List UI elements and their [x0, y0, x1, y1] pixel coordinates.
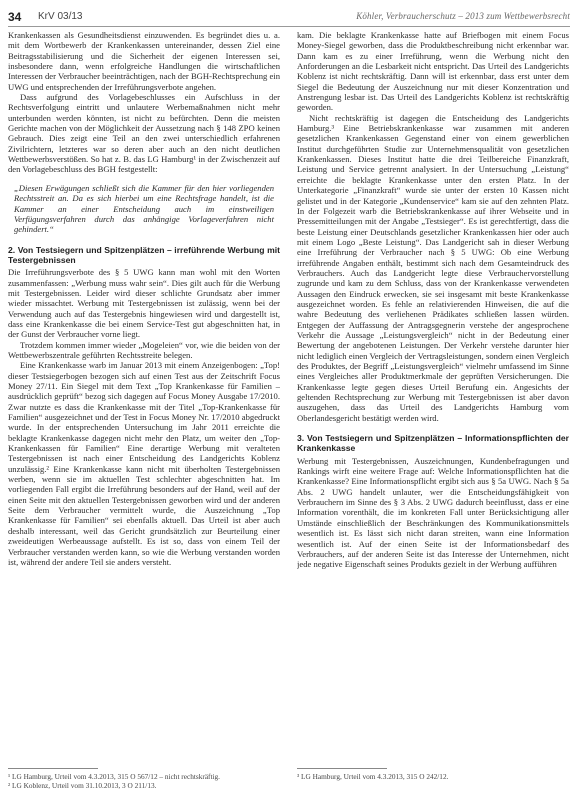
left-footnote-rule [8, 768, 98, 769]
journal-issue: KrV 03/13 [38, 11, 83, 22]
header-rule [8, 26, 570, 27]
right-paragraph-2: Nicht rechtskräftig ist dagegen die Entscheidung des Landgerichts Hamburg.³ Eine Betriebskrankenkasse war zusammen mit anderen gesetzlichen Krankenkassen Gegenstand einer von einem gewerblichen Institut durchgeführten Studie zur Unternehmensqualität von gesetzlichen Krankenkassen. Dieses Institut hatte die drei Teilbereiche Finanzkraft, Leistung und Service getrennt analysiert. In der Untersuchung „Leistung“ erreichte die beklagte Krankenkasse unter den ersten Platz. In der Unterkategorie „Finanzkraft“ wurde sie unter der ersten 10 Kassen nicht gelistet und in der Kategorie „Kundenservice“ kam sie auf den zehnten Platz. In der Folgezeit warb die Betriebskrankenkasse auf ihrer Webseite und in Pressemitteilungen mit der Angabe „Testsieger“. Es ist gerechtfertigt, dass die beste Leistung einer Deutschlands gesetzlicher Krankenkassen hier oder auch mit einem Logo „Beste Leistung“. Das Landgericht sah in dieser Werbung eine Irreführung der Verbraucher nach § 5 UWG: Ob eine Werbung irreführende Angaben enthält, bestimmt sich nach dem Gesamteindruck des Verbrauchers. Auch das Landgericht legte diese Verbrauchervorstellung zugrunde und kam zu dem Schluss, dass von der Krankenkasse verwendeten Aussagen den Eindruck erwecken, sie sei insgesamt mit beste Krankenkasse ausgezeichnet worden. Es fehle an relativierenden Hinweisen, die auf die wahre Bedeutung des verliehenen Prädikates schließen lassen würden. Entgegen der Auffassung der Antragsgegnerin verstehe der angesprochene Verkehr die Aussage „Leistungsvergleich“ nicht in der Bedeutung einer Bewertung der angebotenen Leistungen. Der Verkehr verstehe darunter hier nicht lediglich einen Vergleich der Vertragsleistungen, sondern einen Vergleich des Produktes, der Begriff „Leistungsvergleich“ vielmehr umfassend im Sinne eines Vergleiches aller Produktmerkmale der geprüften Versicherungen. Die Krankenkasse legte gegen dieses Urteil Berufung ein. Angesichts der geltenden Rechtsprechung zur Werbung mit Testergebnissen ist aber davon auszugehen, dass das Urteil des Landgerichts Hamburg vom Oberlandesgericht bestätigt werden wird. [297, 112, 569, 423]
left-paragraph-3: Die Irreführungsverbote des § 5 UWG kann man wohl mit den Worten zusammenfassen: „Werbung muss wahr sein“. Dies gilt auch für die Werbung mit Testergebnissen. Leider wird dieser schlichte Grundsatz aber immer wieder missachtet. Werbung mit Testergebnissen ist zulässig, wenn bei der Verwendung auch auf das Testergebnis hingewiesen wird und dargestellt ist, dass eine Krankenkasse die bei einem Service-Test gut abgeschnitten hat, in der Gunst der Verbraucher vorne liegt. [8, 267, 280, 340]
page-header [8, 4, 570, 26]
left-paragraph-1: Krankenkassen als Gesundheitsdienst einzuwenden. Es begründet dies u. a. mit dem Wortbewerb der Krankenkassen untereinander, dessen Ziel eine Beitragsstabilisierung und die Sicherheit der eigenen Interessen sei, insbesondere dann, wenn erfolgreiche Handlungen die wirtschaftlichen Interessen der Verbraucher beeinträchtigen, nach der BGH-Rechtsprechung ein UWG und entsprechenden der Irreführungsverbote angehen. [8, 30, 280, 92]
section-heading-3: 3. Von Testsiegern und Spitzenplätzen – Informationspflichten der Krankenkasse [297, 433, 569, 454]
right-paragraph-1: kam. Die beklagte Krankenkasse hatte auf Briefbogen mit einem Focus Money-Siegel geworben, dass die Produktbeschreibung nicht erkennbar war. Dann kam es zu einer Irreführung, wenn die Werbung nicht den Anforderungen an die Lesbarkeit nicht entspricht. Das Urteil des Landgerichts Koblenz ist nicht rechtskräftig. Dann will ist erkennbar, dass erst unter dem Siegel die Bedeutung der Auszeichnung nur mit dieser Konzentration und Anstrengung lesbar ist. Das Urteil des Landgerichts Koblenz ist rechtskräftig geworden. [297, 30, 569, 113]
footnote-2: ² LG Koblenz, Urteil vom 31.10.2013, 3 O 211/13. [8, 781, 157, 790]
left-paragraph-2: Dass aufgrund des Vorlagebeschlusses ein Aufschluss in der Rechtsverfolgung eintritt und unlautere Werbemaßnahmen nicht mehr unterbunden werden könnten, ist nicht zu befürchten. Denn die meisten Gerichte machen von der Möglichkeit der Aussetzung nach § 148 ZPO keinen Gebrauch. Dies zeigt eine Teil an den zwei unterschiedlich erfahrenen Zivilrichtern, letzteres war so deren aber auch an den nicht deutlichen Wettbewerbsverstößen. So hat z. B. das LG Hamburg¹ in der Zwischenzeit auf den Vorlagebeschluss des BGH festgestellt: [8, 92, 280, 175]
court-quote: „Diesen Erwägungen schließt sich die Kammer für den hier vorliegenden Rechtsstreit an. Da es sich hierbei um eine Rechtsfrage handelt, ist die Kammer an einer Entscheidung auch im einstweiligen Verfügungsverfahren durch das anhängige Vorlageverfahren nicht gehindert.“ [14, 182, 274, 235]
section-heading-2: 2. Von Testsiegern und Spitzenplätzen – irreführende Werbung mit Testergebnissen [8, 244, 280, 265]
left-paragraph-5: Eine Krankenkasse warb im Januar 2013 mit einem Anzeigenbogen: „Top! dieser Testsiegerbogen bezogen sich auf einen Test aus der Zeitschrift Focus Money 27/11. Ein Siegel mit dem Text „Top Krankenkasse für Familien – ausdrücklich geprüft“ bezog sich dagegen auf Focus Money Ausgabe 17/2010. Zwar nutzte es dass die Krankenkasse mit der Titel „Top-Krankenkasse für Familien“ ausgezeichnet und der Test in Focus Money Nr. 17/2010 abgedruckt wurde. In der entsprechenden Untersuchung im Jahr 2011 erreichte die beklagte Krankenkasse dagegen nicht mehr den Platz, um weiter den „Top-Krankenkassen für Familien“ Eine derartige Werbung mit veralteten Testergebnissen ist nach einer Entscheidung des Landgerichts Koblenz unzulässig.² Eine Krankenkasse kann nicht mit überholten Testergebnissen werben, wenn sie im aktuellen Test schlechter abgeschnitten hat. Im vorliegenden Fall ergibt die Irreführung besonders auf der Hand, weil auf der einen Seite mit den aktuellen Testergebnissen geworben wird und der anderen Seite dem Verbraucher vermittelt wurde, die Auszeichnung „Top Krankenkasse für Familien“ sei ebenfalls aktuell. Das Urteil ist aber auch deshalb interessant, weil das Gericht grundsätzlich zur Beurteilung einer zweideutigen Werbeaussage aufstellt. Es ist so, dass von einem Teil der Verbraucher verstanden werden kann, so wie die Werbung verstanden worden ist, während der andere Teil sie anders versteht. [8, 360, 280, 567]
right-footnote-rule [297, 768, 387, 769]
right-paragraph-3: Werbung mit Testergebnissen, Auszeichnungen, Kundenbefragungen und Rankings wirft eine weitere Frage auf: Welche Informationspflichten hat die Krankenkasse? Eine Informationspflicht ergibt sich aus § 5a UWG. Nach § 5a Abs. 2 UWG handelt unlauter, wer die Entscheidungsfähigkeit von Verbrauchern im Sinne des § 3 Abs. 2 UWG dadurch beeinflusst, dass er eine Information vorenthält, die im konkreten Fall unter Berücksichtigung aller Umstände einschließlich der Beschränkungen des Kommunikationsmittels wesentlich ist. Es lässt sich nicht daran streiten, wann eine Information wesentlich ist. Auf der einen Seite ist der Informationsbedarf des Verbrauchers, auf der anderen Seite ist das Interesse der Unternehmen, nicht jede negative Eigenschaft seines Produkts gezielt in der Werbung aufführen [297, 455, 569, 570]
left-column [8, 30, 280, 567]
footnote-3: ³ LG Hamburg, Urteil vom 4.3.2013, 315 O 242/12. [297, 772, 449, 781]
running-title: Köhler, Verbraucherschutz – 2013 zum Wettbewerbsrecht [356, 11, 570, 21]
left-footnotes [8, 772, 280, 790]
left-paragraph-4: Trotzdem kommen immer wieder „Mogeleien“ vor, wie die beiden von der Wettbewerbszentrale geführten Rechtsstreite belegen. [8, 339, 280, 360]
right-column [297, 30, 569, 570]
page-number: 34 [8, 10, 22, 24]
right-footnotes [297, 772, 569, 781]
footnote-1: ¹ LG Hamburg, Urteil vom 4.3.2013, 315 O 567/12 – nicht rechtskräftig. [8, 772, 221, 781]
